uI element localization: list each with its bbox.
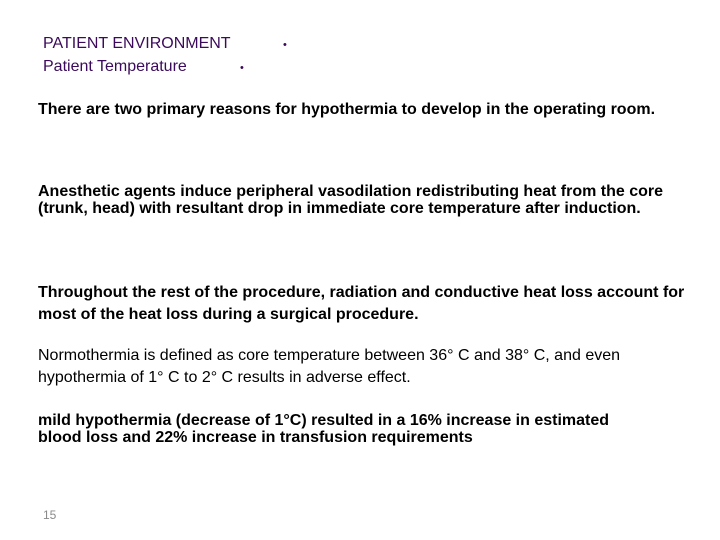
paragraph-anesthetic-agents: Anesthetic agents induce peripheral vasodilation redistributing heat from the core (trunk, head) with resultant drop in immediate core temperature after induction. [38, 183, 664, 217]
paragraph-hypothermia-reasons: There are two primary reasons for hypothermia to develop in the operating room. [38, 101, 656, 118]
title-bullet: • [283, 39, 287, 51]
page-title: PATIENT ENVIRONMENT [43, 35, 231, 52]
page-subtitle: Patient Temperature [43, 58, 187, 75]
paragraph-heat-loss: Throughout the rest of the procedure, radiation and conductive heat loss account for most of the heat loss during a surgical procedure. [38, 284, 685, 323]
subtitle-bullet: • [240, 62, 244, 74]
paragraph-normothermia: Normothermia is defined as core temperature between 36° C and 38° C, and even hypothermia of 1° C to 2° C results in adverse effect. [38, 347, 621, 386]
page-number: 15 [43, 508, 57, 522]
paragraph-mild-hypothermia: mild hypothermia (decrease of 1°C) resulted in a 16% increase in estimated blood loss and 22% increase in transfusion requirements [38, 412, 610, 446]
